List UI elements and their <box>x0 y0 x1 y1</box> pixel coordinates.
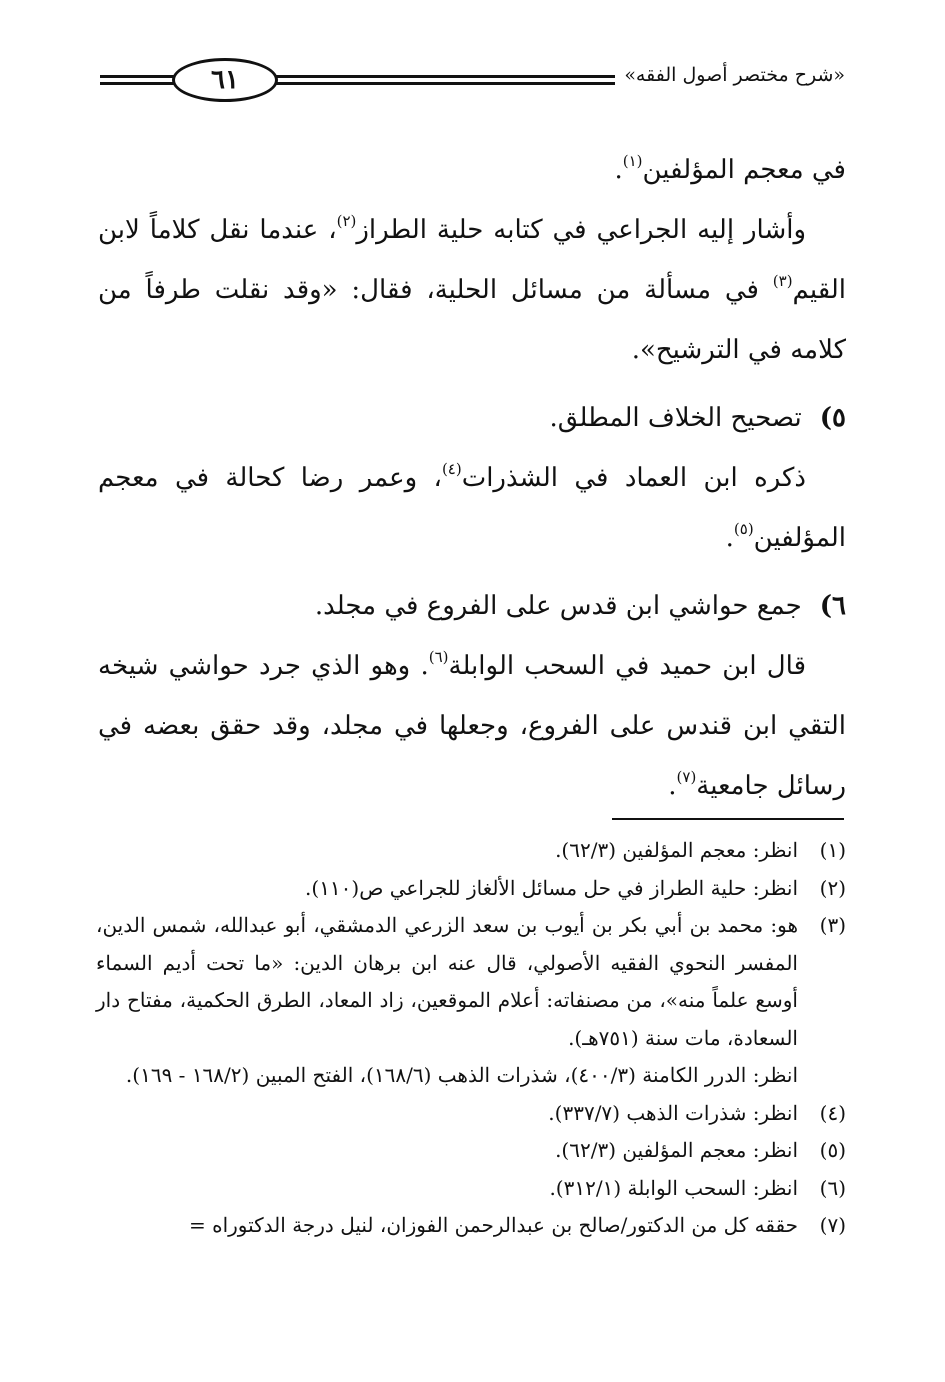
footnote-number: (٦) <box>819 1175 846 1200</box>
footnote-ref: (٧) <box>676 768 697 786</box>
footnote-ref: (٤) <box>441 460 462 478</box>
header-rule <box>270 75 615 78</box>
footnote-ref: (٦) <box>428 648 449 666</box>
list-item <box>98 576 846 636</box>
paragraph: قال ابن حميد في السحب الوابلة$^{(٦)}$. وهو الذي جرد حواشي شيخه التقي ابن قندس على الفروع، وجعلها في مجلد، وقد حقق بعضه في رسائل جامعية$^{(٧)}$. <box>98 648 846 801</box>
header-rule <box>270 82 615 85</box>
footnote-text: انظر: حلية الطراز في حل مسائل الألغاز للجراعي ص(١١٠). <box>305 875 798 900</box>
paragraph: في معجم المؤلفين$^{(١)}$. <box>614 152 846 185</box>
item-text: تصحيح الخلاف المطلق. <box>549 403 802 433</box>
footnotes <box>96 832 846 1245</box>
footnote-ref: (٥) <box>733 520 754 538</box>
footnote-text: هو: محمد بن أبي بكر بن أيوب بن سعد الزرعي الدمشقي، أبو عبدالله، شمس الدين، المفسر النحوي الفقيه الأصولي، قال عنه ابن برهان الدين: «ما تحت أديم السماء أوسع علماً منه»، من مصنفاته: أعلام الموقعين، زاد المعاد، الطرق الحكمية، مفتاح دار السعادة، مات سنة (٧٥١هـ). <box>96 913 798 1050</box>
main-text <box>98 140 846 816</box>
footnote-ref: (٢) <box>336 212 357 230</box>
item-text: جمع حواشي ابن قدس على الفروع في مجلد. <box>314 591 802 621</box>
footnote-text: انظر: معجم المؤلفين (٦٢/٣). <box>555 1138 798 1162</box>
page-number: ٦١ <box>172 58 278 102</box>
list-item <box>98 388 846 448</box>
footnote-number: (٤) <box>819 1100 846 1125</box>
paragraph: ذكره ابن العماد في الشذرات$^{(٤)}$، وعمر رضا كحالة في معجم المؤلفين$^{(٥)}$. <box>98 460 846 553</box>
footnote <box>96 1095 846 1133</box>
header-rule <box>100 75 180 78</box>
footnote <box>96 832 846 870</box>
footnote-number: (٥) <box>819 1138 846 1162</box>
footnote-number: (٢) <box>819 875 846 900</box>
footnote-ref: (١) <box>622 152 643 170</box>
footnote-text: انظر: السحب الوابلة (٣١٢/١). <box>549 1175 798 1200</box>
footnote <box>96 1170 846 1208</box>
footnote-text: انظر: الدرر الكامنة (٤٠٠/٣)، شذرات الذهب (١٦٨/٦)، الفتح المبين (١٦٨/٢ - ١٦٩). <box>125 1063 798 1087</box>
item-number: ٦) <box>819 591 846 621</box>
item-number: ٥) <box>819 403 846 433</box>
footnote-number: (٧) <box>819 1213 846 1237</box>
footnote <box>96 907 846 1095</box>
footnote <box>96 870 846 908</box>
page-header <box>100 58 845 118</box>
footnote-text: حققه كل من الدكتور/صالح بن عبدالرحمن الفوزان، لنيل درجة الدكتوراه = <box>188 1213 798 1237</box>
footnote-text: انظر: معجم المؤلفين (٦٢/٣). <box>555 838 798 862</box>
footnote-separator <box>612 818 844 820</box>
footnote-ref: (٣) <box>772 272 793 290</box>
header-rule <box>100 82 180 85</box>
footnote-number: (٣) <box>819 913 846 937</box>
footnote-text: انظر: شذرات الذهب (٣٣٧/٧). <box>548 1100 798 1125</box>
running-title: «شرح مختصر أصول الفقه» <box>624 64 845 86</box>
footnote-number: (١) <box>819 838 846 862</box>
footnote <box>96 1132 846 1170</box>
footnote <box>96 1207 846 1245</box>
paragraph: وأشار إليه الجراعي في كتابه حلية الطراز$^{(٢)}$، عندما نقل كلاماً لابن القيم$^{(٣)}$ في مسألة من مسائل الحلية، فقال: «وقد نقلت طرفاً من كلامه في الترشيح». <box>98 212 846 365</box>
